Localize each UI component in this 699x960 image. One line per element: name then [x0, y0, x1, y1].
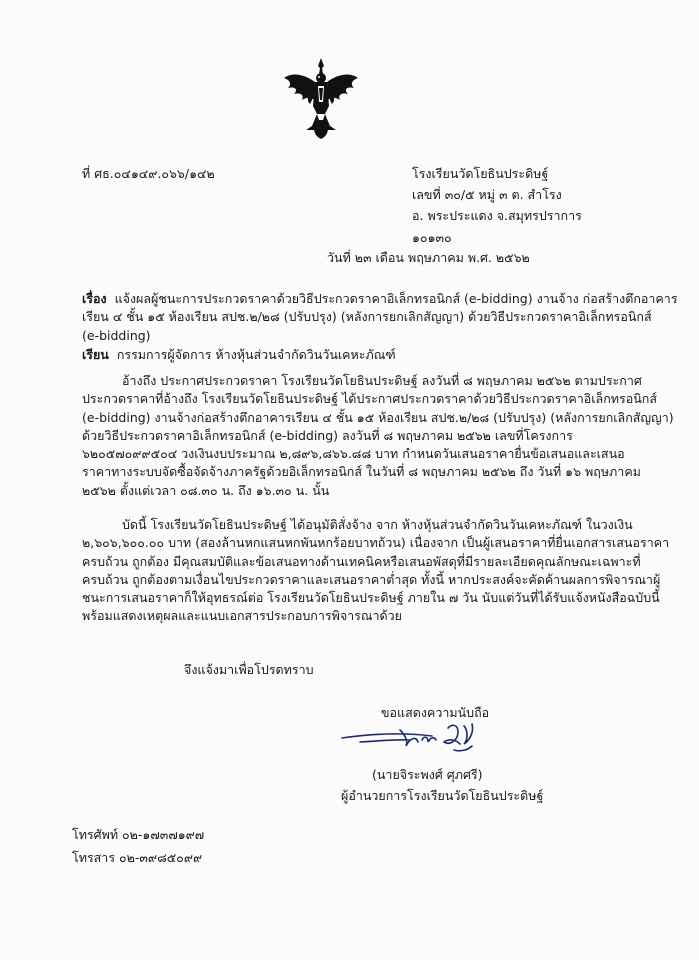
phone-number: โทรศัพท์ ๐๒-๑๗๓๗๑๙๗	[72, 827, 205, 842]
paragraph-line: พร้อมแสดงเหตุผลและแนบเอกสารประกอบการพิจารณาด้วย	[82, 608, 402, 624]
paragraph-line: ครบถ้วน ถูกต้อง มีคุณสมบัติและข้อเสนอทางด้านเทคนิคหรือเสนอพัสดุที่มีรายละเอียดคุณลักษณะเฉพาะที่	[82, 553, 641, 569]
fax-number: โทรสาร ๐๒-๓๙๘๕๐๙๙	[72, 850, 203, 865]
handwritten-signature	[340, 706, 492, 756]
salutation-label: เรียน	[82, 347, 109, 362]
subject-block	[82, 290, 678, 345]
subject-line: เรียน ๔ ชั้น ๑๕ ห้องเรียน สปช.๒/๒๘ (ปรับปรุง) (หลังการยกเลิกสัญญา) ด้วยวิธีประกวดราคาอิเล็กทรอนิกส์	[82, 309, 652, 325]
paragraph-line: บัดนี้ โรงเรียนวัดโยธินประดิษฐ์ ได้อนุมัติสั่งจ้าง จาก ห้างหุ้นส่วนจำกัดวินวันเคหะภัณฑ์ ในวงเงิน	[122, 517, 633, 532]
paragraph-line: ประกวดราคาที่อ้างถึง โรงเรียนวัดโยธินประดิษฐ์ ได้ประกาศประกวดราคาด้วยวิธีประกวดราคาอิเล็กทรอนิกส์	[82, 391, 657, 407]
paragraph-line: ครบถ้วน ถูกต้องตามเงื่อนไขประกวดราคาและเสนอราคาต่ำสุด ทั้งนี้ หากประสงค์จะคัดค้านผลการพิจารณาผู้	[82, 571, 661, 587]
paragraph-line: ๖๒๐๕๗๐๙๙๕๐๔ วงเงินงบประมาณ ๒,๘๙๖,๘๖๖.๘๘ บาท กำหนดวันเสนอราคายื่นข้อเสนอและเสนอ	[82, 446, 625, 462]
school-address-line: เลขที่ ๓๐/๕ หมู่ ๓ ต. สำโรง	[412, 187, 562, 202]
paragraph-line: (e-bidding) งานจ้างก่อสร้างตึกอาคารเรียน ๔ ชั้น ๑๕ ห้องเรียน สปช.๒/๒๘ (ปรับปรุง) (หลังการยกเลิกสัญญา)	[82, 409, 674, 425]
signer-name: (นายจิระพงศ์ ศุภศรี)	[372, 767, 483, 782]
signer-title: ผู้อำนวยการโรงเรียนวัดโยธินประดิษฐ์	[341, 788, 544, 803]
school-name: โรงเรียนวัดโยธินประดิษฐ์	[412, 166, 549, 181]
paragraph-line: ชนะการเสนอราคาก็ให้อุทธรณ์ต่อ โรงเรียนวัดโยธินประดิษฐ์ ภายใน ๗ วัน นับแต่วันที่ได้รับแจ้งหนังสือฉบับนี้	[82, 590, 660, 606]
paragraph-line: ด้วยวิธีประกวดราคาอิเล็กทรอนิกส์ (e-bidding) ลงวันที่ ๘ พฤษภาคม ๒๕๖๒ เลขที่โครงการ	[82, 427, 573, 443]
school-address-line: อ. พระประแดง จ.สมุทรปราการ	[412, 208, 582, 223]
garuda-emblem-icon	[282, 56, 360, 140]
document-number: ที่ ศธ.๐๔๑๔๙.๐๖๖/๑๔๒	[82, 166, 215, 181]
salutation	[82, 346, 396, 364]
school-postal-code: ๑๐๑๓๐	[412, 230, 452, 245]
paragraph-line: ราคาทางระบบจัดซื้อจัดจ้างภาครัฐด้วยอิเล็กทรอนิกส์ ในวันที่ ๘ พฤษภาคม ๒๕๖๒ ถึง วันที่ ๑๖ พฤษภาคม	[82, 464, 641, 480]
paragraph-line: อ้างถึง ประกาศประกวดราคา โรงเรียนวัดโยธินประดิษฐ์ ลงวันที่ ๘ พฤษภาคม ๒๕๖๒ ตามประกาศ	[122, 373, 642, 388]
document-date: วันที่ ๒๓ เดือน พฤษภาคม พ.ศ. ๒๕๖๒	[327, 250, 530, 265]
paragraph-line: ๒๕๖๒ ตั้งแต่เวลา ๐๘.๓๐ น. ถึง ๑๖.๓๐ น. นั้น	[82, 482, 330, 498]
subject-line: (e-bidding)	[82, 327, 151, 343]
subject-label: เรื่อง	[82, 291, 107, 306]
subject-line: แจ้งผลผู้ชนะการประกวดราคาด้วยวิธีประกวดราคาอิเล็กทรอนิกส์ (e-bidding) งานจ้าง ก่อสร้างตึกอาคาร	[114, 291, 678, 306]
salutation-text: กรรมการผู้จัดการ ห้างหุ้นส่วนจำกัดวินวันเคหะภัณฑ์	[116, 347, 396, 362]
closing-request: จึงแจ้งมาเพื่อโปรดทราบ	[184, 662, 314, 677]
paragraph-line: ๒,๖๐๖,๖๐๐.๐๐ บาท (สองล้านหกแสนหกพันหกร้อยบาทถ้วน) เนื่องจาก เป็นผู้เสนอราคาที่ยื่นเอกสารเสนอราคา	[82, 535, 670, 551]
sign-off: ขอแสดงความนับถือ	[381, 705, 490, 720]
body-paragraph-1	[82, 372, 674, 500]
body-paragraph-2	[82, 516, 669, 626]
